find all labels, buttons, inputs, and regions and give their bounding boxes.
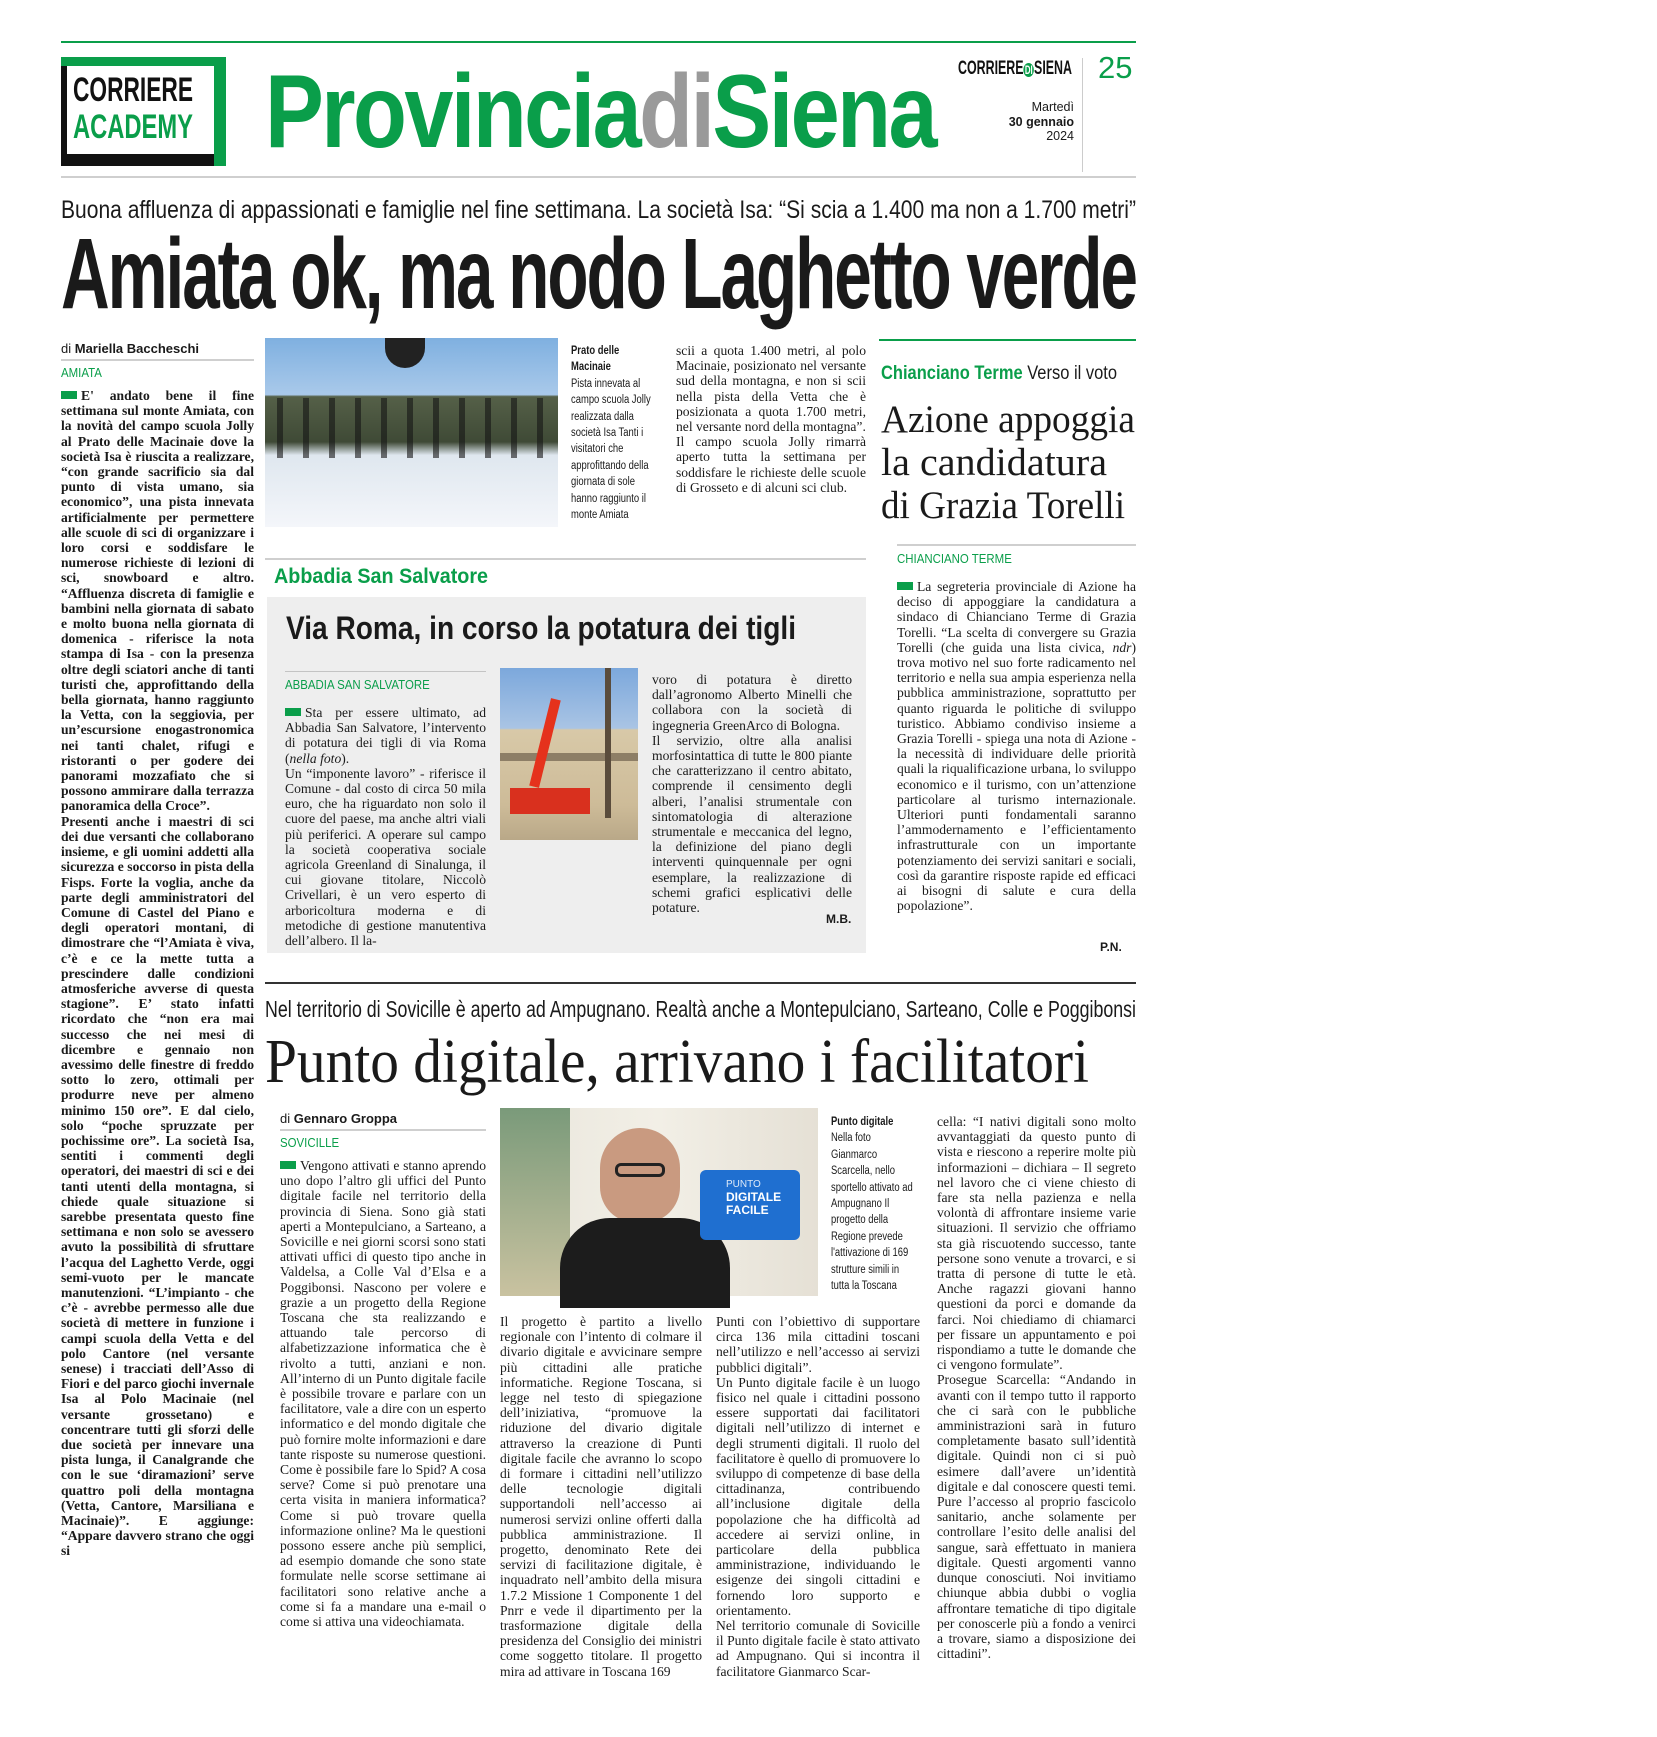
- chianciano-place: CHIANCIANO TERME: [897, 551, 1012, 566]
- amiata-paragraph: E' andato bene il fine settimana sul monte Amiata, con la novità del campo scuola Jolly al Prato delle Macinaie dove la società Isa è riuscita a realizzare, “con grande sacrificio sia dal punto di vista umano, sia economico”, una pista innevata artificialmente per permettere alle scuole di sci di organizzare i loro corsi e soddisfare le numerose richieste di lezioni di sci, snowboard e altro. “Affluenza discreta di famiglie e bambini nella giornata di sabato e molto buona nella giornata di domenica - riferisce la nota stampa di Isa - con la presenza oltre degli sciatori anche di tanti turisti che, approfittando della bella giornata, hanno raggiunto la Vetta, con la seggiovia, per un’escursione enogastronomica nei tanti chalet, rifugi e ristoranti o per godere dei panorami mozzafiato che si possono ammirare dalla terrazza panoramica della Croce”.: [61, 388, 254, 814]
- kicker-text: Verso il voto: [1027, 363, 1117, 384]
- brand-mid: DI: [1024, 63, 1033, 77]
- lead-marker: [897, 582, 913, 590]
- display-text: Via Roma, in corso la potatura dei tigli: [286, 610, 796, 646]
- byline-prefix: di: [280, 1111, 291, 1126]
- display-text: Buona affluenza di appassionati e famiglie nel fine settimana. La società Isa: “Si scia a 1.400 ma non a 1.700 metri”: [61, 196, 1136, 224]
- punto-paragraph: Prosegue Scarcella: “Andando in avanti con il tempo tutto il rapporto che ci sarà con le pubbliche amministrazioni sarà in futuro completamente basato sull’identità digitale. Quindi non ci si può esimere dall’avere un’identità digitale e dal conoscere questi temi. Pure l’accesso al proprio fascicolo sanitario, anche solamente per controllare l’esito delle analisi del sangue, sarà effettuato in maniera digitale. Questi argomenti vanno dunque conosciuti. Noi invitiamo chiunque abbia dubbi o voglia affrontare tematiche di tipo digitale per conoscerle più a fondo a venirci a trovare, siamo a disposizione dei cittadini”.: [937, 1372, 1136, 1662]
- punto-column-4: [937, 1114, 1136, 1680]
- corriere-di-siena-logo: [958, 58, 1074, 80]
- page-number: 25: [1098, 50, 1133, 85]
- logo-corriere-text: CORRIERE: [73, 71, 193, 109]
- chianciano-place-rule: [897, 544, 1136, 546]
- title-siena: Siena: [712, 54, 935, 170]
- sign-text: FACILE: [726, 1203, 769, 1217]
- author-name: Mariella Baccheschi: [74, 341, 200, 356]
- brand-right: SIENA: [1034, 58, 1072, 79]
- title-di: di: [639, 54, 713, 170]
- masthead-rule: [61, 176, 1136, 178]
- caption-text: Nella foto Gianmarco Scarcella, nello sportello attivato ad Ampugnano Il progetto della Regione prevede l'attivazione di 169 strutture simili in tutta la Toscana: [831, 1132, 913, 1293]
- punto-paragraph: Vengono attivati e stanno aprendo uno dopo l’altro gli uffici del Punto digitale facile nel territorio della provincia di Siena. Sono già stati aperti a Montepulciano, a Sarteano, a Sovicille e nei giorni scorsi sono stati attivati uffici di questo tipo anche in Valdelsa, a Colle Val d’Elsa e a Poggibonsi. Nascono per volere e grazie a un progetto della Regione Toscana che sta realizzando e attuando tale percorso di alfabetizzazione informatica che è rivolto a tutti, anziani e non. All’interno di un Punto digitale facile è possibile trovare e parlare con un facilitatore, vale a dire con un esperto informatico e del mondo digitale che può fornire molte informazioni e dare tante risposte su numerose questioni. Come è possibile fare lo Spid? A cosa serve? Come si può prenotare una certa visita in maniera informatica? Come si può trovare quella informazione online? Ma le questioni possono essere anche più semplici, ad esempio domande che sono state formulate nelle scorse settimane ai facilitatori sono relative anche a come si fa a mandare una e-mail o come si attiva una videochiamata.: [280, 1158, 486, 1630]
- kicker-place: Chianciano Terme: [881, 363, 1023, 384]
- punto-column-2: [500, 1314, 702, 1680]
- chianciano-text: La segreteria provinciale di Azione ha deciso di appoggiare la candidatura a sindaco di Chianciano Terme di Grazia Torelli. “La scelta di convergere su Grazia Torelli (che guida una lista civica,: [897, 579, 1136, 655]
- abbadia-paragraph: Il servizio, oltre alla analisi morfosintattica di tutte le 800 piante che caratterizzano il centro abitato, comprende il censimento degli alberi, l’analisi strumentale con sintomatologia di alterazione strumentale e meccanica del legno, la definizione del piano degli interventi quinquennale per ogni esemplare, la realizzazione di schemi grafici esplicativi delle potature.: [652, 732, 852, 916]
- punto-column-3: [716, 1314, 920, 1680]
- issue-date: [960, 100, 1074, 144]
- punto-paragraph: Un Punto digitale facile è un luogo fisico nel quale i cittadini possono essere supportati dai facilitatori digitali nell’utilizzo di internet e degli strumenti digitali. Il ruolo del facilitatore è quello di promuovere lo sviluppo di competenze di base della cittadinanza, contribuendo all’inclusione digitale della popolazione che ha difficoltà ad accedere ai servizi online, in particolare della pubblica amministrazione, individuando le esigenze dei singoli cittadini e fornendo loro supporto e orientamento.: [716, 1374, 920, 1618]
- display-text: [265, 54, 935, 170]
- date-date: 30 gennaio: [1008, 114, 1074, 129]
- caption-title: Prato delle Macinaie: [571, 345, 620, 374]
- display-text: [881, 363, 1117, 385]
- chianciano-headline: [881, 398, 1141, 527]
- punto-kicker: [265, 996, 1391, 1022]
- punto-paragraph: Punti con l’obiettivo di supportare circa 136 mila cittadini toscani nell’utilizzo e nell’accesso ai servizi pubblici digitali”.: [716, 1314, 920, 1375]
- sign-text: DIGITALE: [726, 1190, 782, 1204]
- punto-caption: [831, 1114, 913, 1294]
- top-rule: [61, 41, 1136, 43]
- punto-byline: [280, 1111, 486, 1131]
- date-year: 2024: [1046, 129, 1074, 143]
- headline-line: Azione appoggia: [881, 398, 1135, 441]
- chianciano-rule: [879, 339, 1136, 341]
- author-name: Gennaro Groppa: [293, 1111, 398, 1126]
- punto-paragraph: Nel territorio comunale di Sovicille il Punto digitale facile è stato attivato ad Ampugnano. Qui si incontra il facilitatore Gianmarco Scar-: [716, 1618, 920, 1679]
- byline-prefix: di: [61, 341, 72, 356]
- lead-marker: [61, 391, 77, 399]
- date-day: Martedì: [1031, 100, 1074, 114]
- headline-line: di Grazia Torelli: [881, 484, 1125, 527]
- amiata-place: AMIATA: [61, 365, 102, 380]
- masthead-divider: [1082, 58, 1083, 172]
- abbadia-place-rule: [285, 671, 486, 672]
- amiata-byline: [61, 341, 254, 361]
- caption-title: Punto digitale: [831, 1116, 894, 1128]
- corriere-academy-logo: [61, 57, 226, 166]
- amiata-paragraph: scii a quota 1.400 metri, al polo Macinaie, posizionato nel versante sud della montagna, e non si scii nella pista della Vetta che è posizionata a quota 1.700 metri, nel versante nord della montagna”.: [676, 343, 866, 435]
- abbadia-paragraph: voro di potatura è diretto dall’agronomo Alberto Minelli che collabora con la società di ingegneria GreenArco di Bologna.: [652, 672, 852, 733]
- abbadia-photo: [500, 668, 638, 840]
- abbadia-headline: [286, 610, 867, 650]
- abbadia-place: ABBADIA SAN SALVATORE: [285, 677, 430, 692]
- abbadia-text: Sta per essere ultimato, ad Abbadia San Salvatore, l’intervento di potatura dei tigli di via Roma (: [285, 705, 486, 766]
- amiata-column-1: [61, 388, 254, 1680]
- logo-academy-text: ACADEMY: [73, 108, 193, 146]
- abbadia-column-2: [652, 672, 852, 917]
- lead-marker: [280, 1161, 296, 1169]
- punto-column-1: [280, 1158, 486, 1678]
- abbadia-text-italic: nella foto: [289, 750, 342, 766]
- chianciano-kicker: [881, 363, 1153, 385]
- amiata-photo: [265, 338, 558, 527]
- abbadia-column-1-wide: [285, 849, 568, 927]
- abbadia-rule: [265, 558, 866, 560]
- display-text: Nel territorio di Sovicille è aperto ad Ampugnano. Realtà anche a Montepulciano, Sarteano, Colle e Poggibonsi: [265, 996, 1136, 1022]
- punto-digitale-sign: [700, 1170, 800, 1240]
- headline-line: la candidatura: [881, 441, 1107, 484]
- chianciano-text-italic: ndr: [1112, 639, 1132, 655]
- punto-rule: [265, 982, 1136, 984]
- abbadia-signature: M.B.: [826, 912, 852, 926]
- chianciano-signature: P.N.: [1100, 940, 1122, 954]
- sign-text: PUNTO: [726, 1179, 761, 1190]
- section-title: [265, 54, 1055, 170]
- punto-paragraph: cella: “I nativi digitali sono molto avvantaggiati da questo punto di vista e riescono a reperire molte più informazioni – dichiara – Il segreto nel lavoro che ci viene chiesto di fare sta nella pazienza e nella volontà di affrontare insieme varie situazioni. Il servizio che offriamo sta già riscuotendo successo, tante persone sono venute a trovarci, e si tratta di persone di tutte le età. Anche ragazzi giovani hanno questioni da porci e domande da farci. Noi chiediamo di chiamarci per fissare un appuntamento e poi rispondiamo a tutte le domande che ci vengono formulate”.: [937, 1114, 1136, 1373]
- chianciano-text: ) trova motivo nel suo forte radicamento nel territorio e nella sua ampia esperienza nella pubblica amministrazione, soprattutto per quanto riguarda le politiche di sviluppo turistico. Abbiamo condiviso insieme a Grazia Torelli - spiega una nota di Azione - la necessità di individuare delle priorità quali la riqualificazione urbana, lo sviluppo economico e il turismo, con un’attenzione particolare al turismo internazionale. Ulteriori punti fondamentali saranno l’ammodernamento e l’efficientamento infrastrutturale con un importante potenziamento dei servizi sanitari e sociali, così da garantire risposte rapide ed efficaci ai bisogni di salute e cura della popolazione”.: [897, 639, 1136, 914]
- lead-marker: [285, 708, 301, 716]
- amiata-paragraph: Il campo scuola Jolly rimarrà aperto tutta la settimana per soddisfare le richieste delle scuole di Grosseto e di alcuni sci club.: [676, 434, 866, 495]
- display-text: [958, 58, 1072, 80]
- brand-left: CORRIERE: [958, 58, 1024, 79]
- display-text: Punto digitale, arrivano i facilitatori: [265, 1028, 1089, 1096]
- display-text: Abbadia San Salvatore: [274, 565, 488, 588]
- amiata-headline: [61, 218, 1657, 330]
- amiata-column-3: [676, 343, 866, 535]
- punto-paragraph: Il progetto è partito a livello regionale con l’intento di colmare il divario digitale e avvicinare sempre più cittadini alle pratiche informatiche. Regione Toscana, si legge nel testo di spiegazione dell’iniziativa, “promuove la riduzione del divario digitale attraverso la creazione di Punti digitale facile che avranno lo scopo di formare i cittadini nell’utilizzo delle tecnologie digitali supportandoli nell’accesso ai numerosi servizi online offerti dalla pubblica amministrazione. Il progetto, denominato Rete dei servizi di facilitazione digitale, è inquadrato nell’ambito della misura 1.7.2 Missione 1 Componente 1 del Pnrr e vede il dipartimento per la trasformazione digitale della presidenza del Consiglio dei ministri come soggetto titolare. Il progetto mira ad attivare in Toscana 169: [500, 1314, 702, 1679]
- display-text: Amiata ok, ma nodo Laghetto verde: [61, 218, 1136, 330]
- title-provincia: Provincia: [265, 54, 640, 170]
- caption-text: Pista innevata al campo scuola Jolly realizzata dalla società Isa Tanti i visitatori che approfittando della giornata di sole hanno raggiunto il monte Amiata: [571, 377, 651, 522]
- punto-photo: [500, 1108, 818, 1296]
- punto-headline: [265, 1028, 1155, 1098]
- abbadia-section: [274, 565, 502, 589]
- abbadia-column-1: [285, 705, 486, 949]
- chianciano-body: [897, 579, 1136, 943]
- punto-place: SOVICILLE: [280, 1135, 340, 1150]
- abbadia-text: ).: [341, 750, 350, 766]
- amiata-paragraph: Presenti anche i maestri di sci dei due versanti che collaborano insieme, e gli uomini addetti alla sicurezza e soccorso in pista della Fisps. Forte la voglia, anche da parte degli amministratori del Comune di Castel del Piano e degli operatori montani, di dimostrare che “l’Amiata è viva, c’è e ce la mette tutta a prescindere dalle condizioni atmosferiche avverse di questa stagione”. E’ stato infatti ricordato che “non era mai successo che nei mesi di dicembre e gennaio non avessimo delle finestre di freddo sotto lo zero, ottimali per produrre neve per almeno minimo 150 ore”. E dal cielo, solo “poche spruzzate per pochissime ore”. La società Isa, sentiti i commenti degli operatori, dei maestri di sci e dei tanti utenti della montagna, si chiede quale situazione si sarebbe presentata questo fine settimana e non solo se avessero avuto la possibilità di sfruttare l’acqua del Laghetto Verde, oggi semi-vuoto per le mancate manutenzioni. “L’impianto - che c’è - avrebbe permesso alle due società di mettere in funzione i campi scuola della Vetta e del polo Cantore (nel versante senese) i tracciati dell’Asso di Fiori e del parco giochi invernale Isa al Polo Macinaie (nel versante grossetano) e concentrare tutti gli sforzi delle due società per innevare una pista lunga, il Canalgrande che con le sue ‘diramazioni’ serve quattro poli della montagna (Vetta, Cantore, Marsiliana e Macinaie)”. E aggiunge: “Appare davvero strano che oggi si: [61, 813, 254, 1559]
- amiata-caption: [571, 343, 661, 523]
- abbadia-paragraph: Un “imponente lavoro” - riferisce il Comune - dal costo di circa 50 mila euro, che ha riguardato non solo il cuore del paese, ma anche altri viali più periferici. A operare sul campo la società cooperativa sociale agricola Greenland di Sinalunga, il cui giovane titolare, Niccolò Crivellari, è un vero esperto di arboricoltura moderna e di metodiche di gestione manutentiva dell’albero. Il la-: [285, 765, 486, 949]
